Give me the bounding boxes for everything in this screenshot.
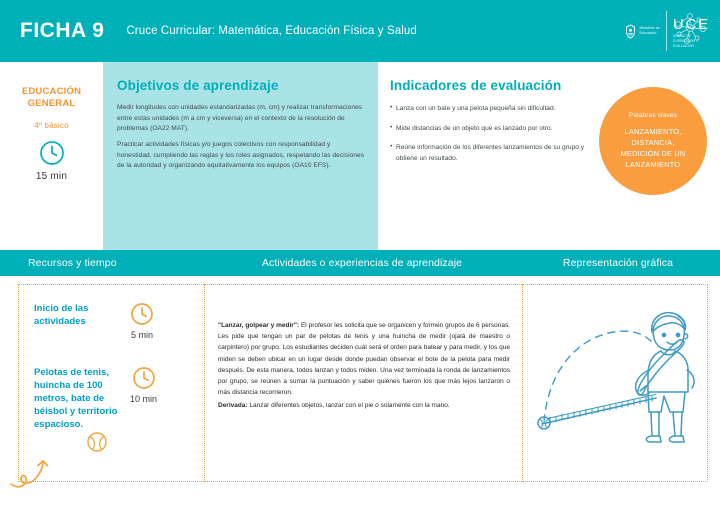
boy-batting-illustration <box>528 294 700 464</box>
header-subtitle: Cruce Curricular: Matemática, Educación Física y Salud <box>126 25 417 37</box>
objectives-title: Objetivos de aprendizaje <box>117 78 279 93</box>
grade-label: 4º básico <box>34 120 69 130</box>
indicator-item: • Lanza con un bate y una pelota pequeña sin dificultad. <box>390 104 605 115</box>
resource-time-label: 10 min <box>130 394 158 404</box>
education-level-column <box>0 62 103 250</box>
keywords-circle <box>599 87 707 195</box>
indicator-item: • Mide distancias de un objeto que es lanzado por otro. <box>390 124 605 135</box>
derived-label: Derivada: <box>218 402 248 410</box>
indicators-list <box>390 104 605 164</box>
keywords-list: LANZAMIENTO, DISTANCIA, MEDICIÓN DE UN LANZAMIENTO <box>620 126 686 170</box>
objectives-panel <box>103 62 378 250</box>
education-level-label: EDUCACIÓN GENERAL <box>21 86 82 109</box>
resource-row <box>34 366 157 432</box>
upper-section <box>0 62 720 250</box>
clock-icon <box>130 302 154 326</box>
keywords-lead: Palabras claves <box>628 111 678 119</box>
section-header-bar <box>0 250 720 276</box>
column-divider <box>204 284 205 482</box>
resource-text: Pelotas de tenis, huincha de 100 metros, bate de béisbol y territorio espacioso. <box>34 367 118 431</box>
column-header-activities: Actividades o experiencias de aprendizaje <box>261 257 463 269</box>
column-header-representation: Representación gráfica <box>562 257 674 269</box>
objective-paragraph: Medir longitudes con unidades estandarizadas (m, cm) y realizar transformaciones entre estas unidades (m a cm y viceversa) en el contexto de la resolución de problemas (OA22 MAT). <box>117 104 363 133</box>
column-header-resources: Recursos y tiempo <box>28 257 117 269</box>
derived-text: Lanzar diferentes objetos, lanzar con el pie o solamente con la mano. <box>249 402 450 410</box>
tennis-ball-icon <box>86 431 108 453</box>
indicator-item: • Reúne información de los diferentes lanzamientos de su grupo y obtiene un resultado. <box>390 143 605 164</box>
indicators-title: Indicadores de evaluación <box>390 78 562 93</box>
resource-duration <box>130 366 157 404</box>
indicators-panel <box>378 62 720 250</box>
activity-derived-paragraph <box>218 400 510 411</box>
clock-icon <box>132 366 156 390</box>
curved-arrow-icon <box>10 452 70 492</box>
resource-time-label: 5 min <box>130 330 153 340</box>
ficha-number: FICHA 9 <box>20 19 105 42</box>
uce-logo-text: UCE <box>672 16 710 33</box>
activity-title: "Lanzar, golpear y medir": <box>218 322 300 329</box>
activity-main-paragraph <box>218 320 510 398</box>
ministry-logo <box>624 11 667 51</box>
ministry-crest-icon <box>624 24 637 39</box>
uce-logo-subtext: UNIDAD DE CURRÍCULUM Y EVALUACIÓN <box>672 34 699 48</box>
objective-paragraph: Practicar actividades físicas y/o juegos colectivos con responsabilidad y honestidad, cumpliendo las reglas y los roles asignados, respetando las decisiones de la autoridad y organizando equitativamente los equipos (OA10 EFS). <box>117 141 365 170</box>
resource-row <box>34 302 154 340</box>
header-logos <box>624 11 710 51</box>
network-doodle-icon <box>670 11 710 51</box>
column-divider <box>522 284 523 482</box>
page-header <box>0 0 720 62</box>
clock-icon <box>39 140 65 166</box>
resource-text: Inicio de las actividades <box>34 303 89 328</box>
activity-description: El profesor les solicita que se organicen y formen grupos de 6 personas. Les pide que tengan un par de pelotas de tenis y una huincha de medir (ojalá de maestro o carpintero) por grupo. Los estudiantes deciden cuál será el orden para batear y para medir, y los que miden se deben ubicar en un lugar desde donde puedan observar el bote de la pelota para medir después. De esta manera, todos lanzan y todos miden. Una vez terminada la ronda de lanzamientos por grupo, se reúnen a sumar la puntuación y saber quiénes fueron los que más lejos lanzaron o más distancia recorrieron. <box>218 322 511 397</box>
objectives-body <box>117 103 366 172</box>
ministry-logo-text: Ministerio de Educación <box>639 26 660 35</box>
duration-label: 15 min <box>35 170 68 182</box>
activities-body <box>218 320 510 411</box>
lower-section <box>0 276 720 509</box>
resource-duration <box>130 302 154 340</box>
